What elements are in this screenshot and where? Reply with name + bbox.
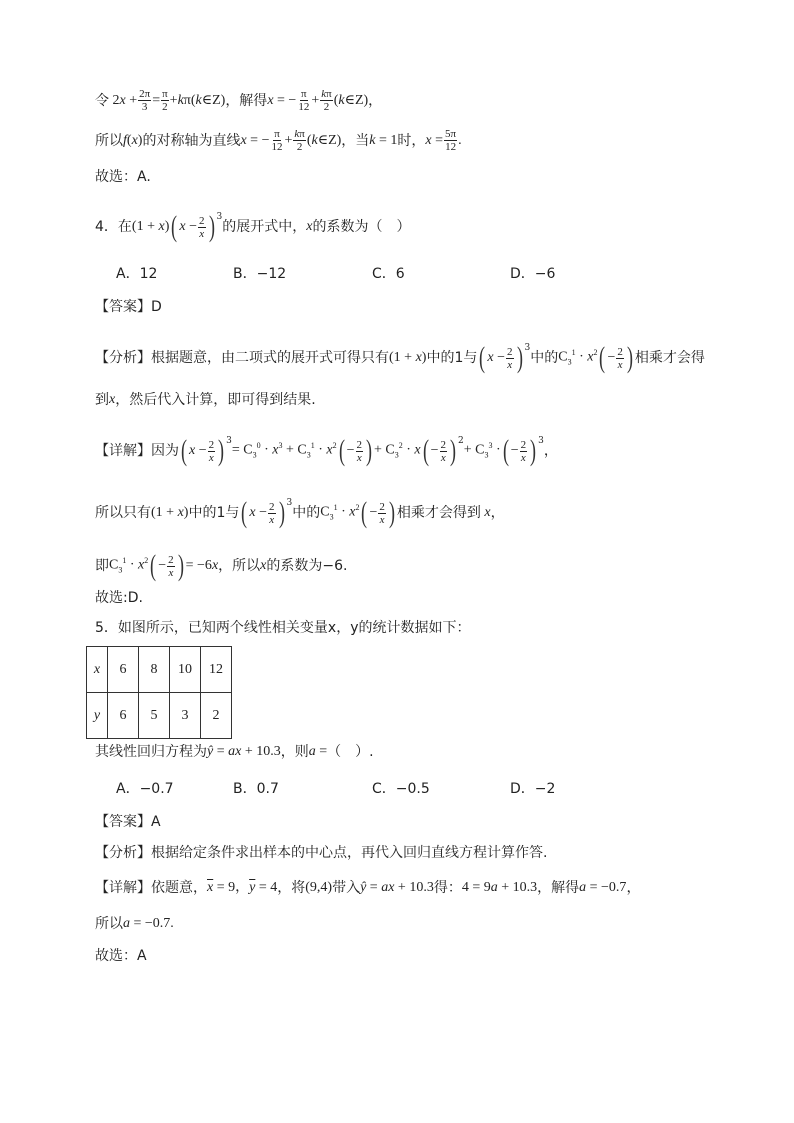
table-cell: 6 [108, 693, 139, 739]
q4-stem: 4．在 (1 + x) ( x − $\frac{2}{x}$ ) $^3$ 的展开式中， x 的系数为（ ） [95, 210, 411, 243]
q4-option-c: C．6 [372, 266, 405, 282]
q5-option-d: D．−2 [510, 781, 556, 797]
table-cell: 6 [108, 647, 139, 693]
q4-detail-line-3: 即 $C_3^1 \cdot x^2$ ( − $\frac{2}{x}$ ) = −6x ，所以 x 的系数为−6. [95, 549, 348, 582]
q5-detail-line-1: 【详解】依题意， $\overline{x} = 9$，$\overline{y} = 4$ ，将 (9,4) 带入 ŷ = ax + 10.3 得： 4 = 9a + 10.3 ，解得 a = −0.7 ， [95, 880, 641, 896]
q5-answer: 【答案】A [95, 814, 161, 830]
q4-option-b: B．−12 [233, 266, 287, 282]
q5-data-table [86, 646, 232, 739]
table-cell: 8 [139, 647, 170, 693]
q4-answer: 【答案】D [95, 299, 162, 315]
table-cell: 10 [170, 647, 201, 693]
q5-option-a: A．−0.7 [116, 781, 174, 797]
q5-analysis: 【分析】根据给定条件求出样本的中心点，再代入回归直线方程计算作答. [95, 845, 548, 861]
q5-choose: 故选：A [95, 948, 147, 964]
table-row [87, 693, 232, 739]
solution-line-1: 令 2x + $\frac{2\pi}{3}$ = $\frac{\pi}{2}$ +kπ(k∈Z) ，解得 x = − $\frac{\pi}{12}$ + $\frac{k\pi}{2}$ (k∈Z) ， [95, 88, 383, 113]
q5-detail-line-2: 所以 a = −0.7. [95, 916, 174, 932]
q4-analysis-line-2: 到 x ，然后代入计算，即可得到结果. [95, 392, 316, 408]
q5-equation-line: 其线性回归方程为 ŷ = ax + 10.3 ，则 a = （ ）. [95, 744, 374, 760]
table-header-x: x [87, 647, 108, 693]
q4-analysis-line-1: 【分析】根据题意，由二项式的展开式可得只有 (1 + x) 中的1与 ( x − $\frac{2}{x}$ ) $^3$ 中的 $C_3^1 \cdot x^2$ ( − $\frac{2}{x}$ ) 相乘才会得 [95, 341, 705, 374]
q4-option-d: D．−6 [510, 266, 556, 282]
table-cell: 2 [201, 693, 232, 739]
q5-stem: 5．如图所示，已知两个线性相关变量x，y的统计数据如下： [95, 620, 471, 636]
q4-option-a: A．12 [116, 266, 158, 282]
table-cell: 12 [201, 647, 232, 693]
prev-choose: 故选：A. [95, 169, 151, 185]
q4-detail-line-2: 所以只有 (1 + x) 中的1与 ( x − $\frac{2}{x}$ ) $^3$ 中的 $C_3^1 \cdot x^2$ ( − $\frac{2}{x}$ ) 相乘才会得到 x ， [95, 496, 505, 529]
table-cell: 3 [170, 693, 201, 739]
q5-option-b: B．0.7 [233, 781, 279, 797]
table-cell: 5 [139, 693, 170, 739]
q5-option-c: C．−0.5 [372, 781, 430, 797]
table-row [87, 647, 232, 693]
solution-line-2: 所以 f(x) 的对称轴为直线 x = − $\frac{\pi}{12}$ + $\frac{k\pi}{2}$ (k∈Z) ，当 k = 1 时， x = $\frac{5\pi}{12}$ . [95, 128, 462, 153]
table-header-y: y [87, 693, 108, 739]
q4-detail-line-1: 【详解】因为 ( x − $\frac{2}{x}$ ) $^3$ = $C_3^0 \cdot x^3 + C_3^1 \cdot x^2$ ( − $\frac{2}{x}$ ) + $C_3^2 \cdot x$ ( − $\frac{2}{x}$ ) $^2$ + $C_3^3$ · ( − $\frac{2}{x}$ ) $^3$ ， [95, 434, 558, 467]
q4-choose: 故选:D. [95, 590, 143, 606]
